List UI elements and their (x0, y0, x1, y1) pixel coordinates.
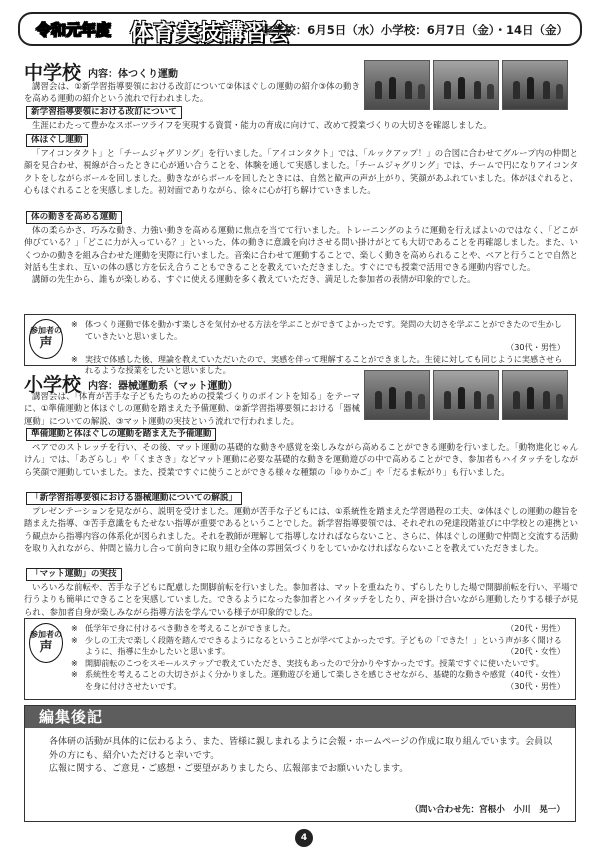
voice-item: ※ 少しの工夫で楽しく段階を踏んでできるようになるということが学べてよかったです。子どもの「できた！」という声が多く聞けるように、指導に生かしたいと思います。 （20代・女性） (71, 634, 565, 656)
ehs-subtitle: 内容：器械運動系（マット運動） (88, 381, 238, 392)
ehs-voices-box (24, 618, 576, 700)
jhs-photo (502, 60, 568, 110)
ehs-photo (433, 370, 499, 420)
jhs-paragraph-movement: 体の柔らかさ、巧みな動き、力強い動きを高める運動に焦点を当てて行いました。トレーニングのように運動を行えばよいのではなく、「どこが伸びている？」「どこに力が入っている？」といった、体の動きに意識を向けさせる問い掛けがとても大切であることを再確認しました。また、いくつかの動きを組み合わせた運動を実際に行いました。音楽に合わせて運動することで、楽しく動きを高められることや、ペアと行うことで自然と対話も生まれ、互いの体の感じ方を伝え合うこともできることを教えていただきました。すぐにでも授業で活用できる運動内容でした。 講師の先生から、誰もが楽しめる、すぐに使える運動を多く教えていただき、満足した参加者の表情が印象的でした。 (24, 225, 578, 285)
ehs-photo-strip (364, 370, 568, 420)
editorial-box (24, 705, 576, 822)
ehs-paragraph-warmup: ペアでのストレッチを行い、その後、マット運動の基礎的な動きや感覚を楽しみながら高めることができる運動を行いました。「動物進化じゃんけん」では、「あざらし」や「くまさき」などマット運動に必要な基礎的な動きを運動遊びの中で高めることができ、参加者もハイタッチをしながら笑顔で運動していました。また、授業ですぐに使うことができる様々な種類の「ゆりかご」や「だるま転がり」も行いました。 (24, 442, 578, 477)
voice-item: ※ 低学年で身に付けるべき動きを考えることができました。 （20代・男性） (71, 623, 565, 633)
voice-item: ※ 系統性を考えることの大切さがよく分かりました。運動遊びを通して楽しさを感じさせながら、基礎的な動きや感覚を身に付けさせたいです。 （30代・男性） (71, 669, 565, 691)
ehs-heading-mat: 「マット運動」の実技 (26, 568, 122, 581)
jhs-section-title: 中学校 (24, 62, 82, 84)
ehs-heading-guideline: 「新学習指導要領における器械運動についての解説」 (26, 492, 242, 505)
editorial-contact: （問い合わせ先：宮根小 小川 晃一） (410, 805, 565, 815)
jhs-paragraph-revision: 生涯にわたって豊かなスポーツライフを実現する資質・能力の育成に向けて、改めて授業づくりの大切さを確認しました。 (32, 120, 492, 130)
jhs-photo-strip (364, 60, 568, 110)
event-dates: 中学校：6月5日（水）小学校：6月7日（金）・14日（金） (261, 23, 568, 37)
ehs-photo (364, 370, 430, 420)
newsletter-page (18, 12, 582, 848)
header-banner (18, 12, 582, 46)
ehs-photo (502, 370, 568, 420)
jhs-photo (433, 60, 499, 110)
jhs-voices-box (24, 314, 576, 375)
jhs-intro: 講習会は、①新学習指導要領における改訂について②体ほぐしの運動の紹介③体の動きを高める運動の紹介という流れで行われました。 (24, 81, 360, 104)
ehs-heading-warmup: 準備運動と体ほぐしの運動を踏まえた予備運動 (26, 428, 216, 441)
voice-item: ※ 実技で体感した後、理論を教えていただいたので、実感を伴って理解することができました。生徒に対しても同じように実感させられるような授業をしたいと思いました。 (71, 353, 563, 375)
page-title: 体育実技講習会 (130, 21, 292, 46)
jhs-heading-hogushi: 体ほぐし運動 (26, 134, 88, 147)
jhs-paragraph-hogushi: 「アイコンタクト」と「チームジャグリング」を行いました。「アイコンタクト」では、「ルックアップ！」の合図に合わせてグループ内の仲間と顔を見合わせ、視線が合ったときに心が通い合うことを、体験を通して実感しました。「チームジャグリング」では、チームで円になりアイコンタクトをしながらボールを回しました。動きながらボールを回したときには、自然と歓声の声が上がり、笑顔があふれていました。体がほぐれると、心もほぐれることを実感しました。初対面でありながら、徐々に心が打ち解けていきました。 (24, 148, 578, 195)
ehs-intro: 講習会は、「体育が苦手な子どもたちのための授業づくりのポイントを知る」をテーマに、①準備運動と体ほぐしの運動を踏まえた予備運動、②新学習指導要領における「器械運動」についての解説、③マット運動の実技という流れで行われました。 (24, 391, 360, 426)
jhs-photo (364, 60, 430, 110)
era-label: 令和元年度 (36, 21, 112, 39)
jhs-subtitle: 内容：体つくり運動 (88, 69, 178, 80)
ehs-paragraph-guideline: プレゼンテーションを見ながら、説明を受けました。運動が苦手な子どもには、①系統性を踏まえた学習過程の工夫、②体ほぐしの運動の趣旨を踏まえた指導、③苦手意識をもたせない指導が重要であるということでした。新学習指導要領では、それぞれの発達段階並びに中学校との連携という観点から指導内容の体系化が図られました。それを教師が理解して指導しなければならないこと、さらに、体ほぐしの運動で仲間と交流する活動を取り入れながら、仲間と協力し合って前向きに取り組む全体の雰囲気づくりをしていかなければならないことを教えていただきました。 (24, 506, 578, 553)
jhs-heading-movement: 体の動きを高める運動 (26, 211, 122, 224)
ehs-paragraph-mat: いろいろな前転や、苦手な子どもに配慮した開脚前転を行いました。参加者は、マットを重ねたり、ずらしたりした場で開脚前転を行い、平場で行うよりも簡単にできることを実感していました。できるようになった参加者とハイタッチをしたり、声を掛け合いながら運動したりする様子が見られ、参加者自身が楽しみながら指導方法を学んでいる様子が印象的でした。 (24, 582, 578, 617)
page-number: 4 (295, 829, 313, 847)
voice-item: ※ 体つくり運動で体を動かす楽しさを気付かせる方法を学ぶことができてよかったです。発問の大切さを学ぶことができたので生かしていきたいと思いました。 （30代・男性） (71, 319, 565, 352)
editorial-text: 各体研の活動が具体的に伝わるよう、また、皆様に親しまれるように会報・ホームページの作成に取り組んでいます。会員以外の方にも、紹介いただけると幸いです。 広報に関する、ご意見・ご感想・ご要望がありましたら、広報部までお願いいたします。 (49, 737, 553, 774)
jhs-heading-revision: 新学習指導要領における改訂について (26, 106, 182, 119)
participant-voice-badge: 参加者の 声 (29, 319, 63, 359)
voice-item: ※ 開脚前転のこつをスモールステップで教えていただき、実技もあったので分かりやすかったです。授業ですぐに使いたいです。 （40代・女性） (71, 657, 565, 679)
editorial-title: 編集後記 (25, 706, 575, 728)
ehs-section-title: 小学校 (24, 374, 82, 396)
participant-voice-badge: 参加者の 声 (29, 623, 63, 663)
